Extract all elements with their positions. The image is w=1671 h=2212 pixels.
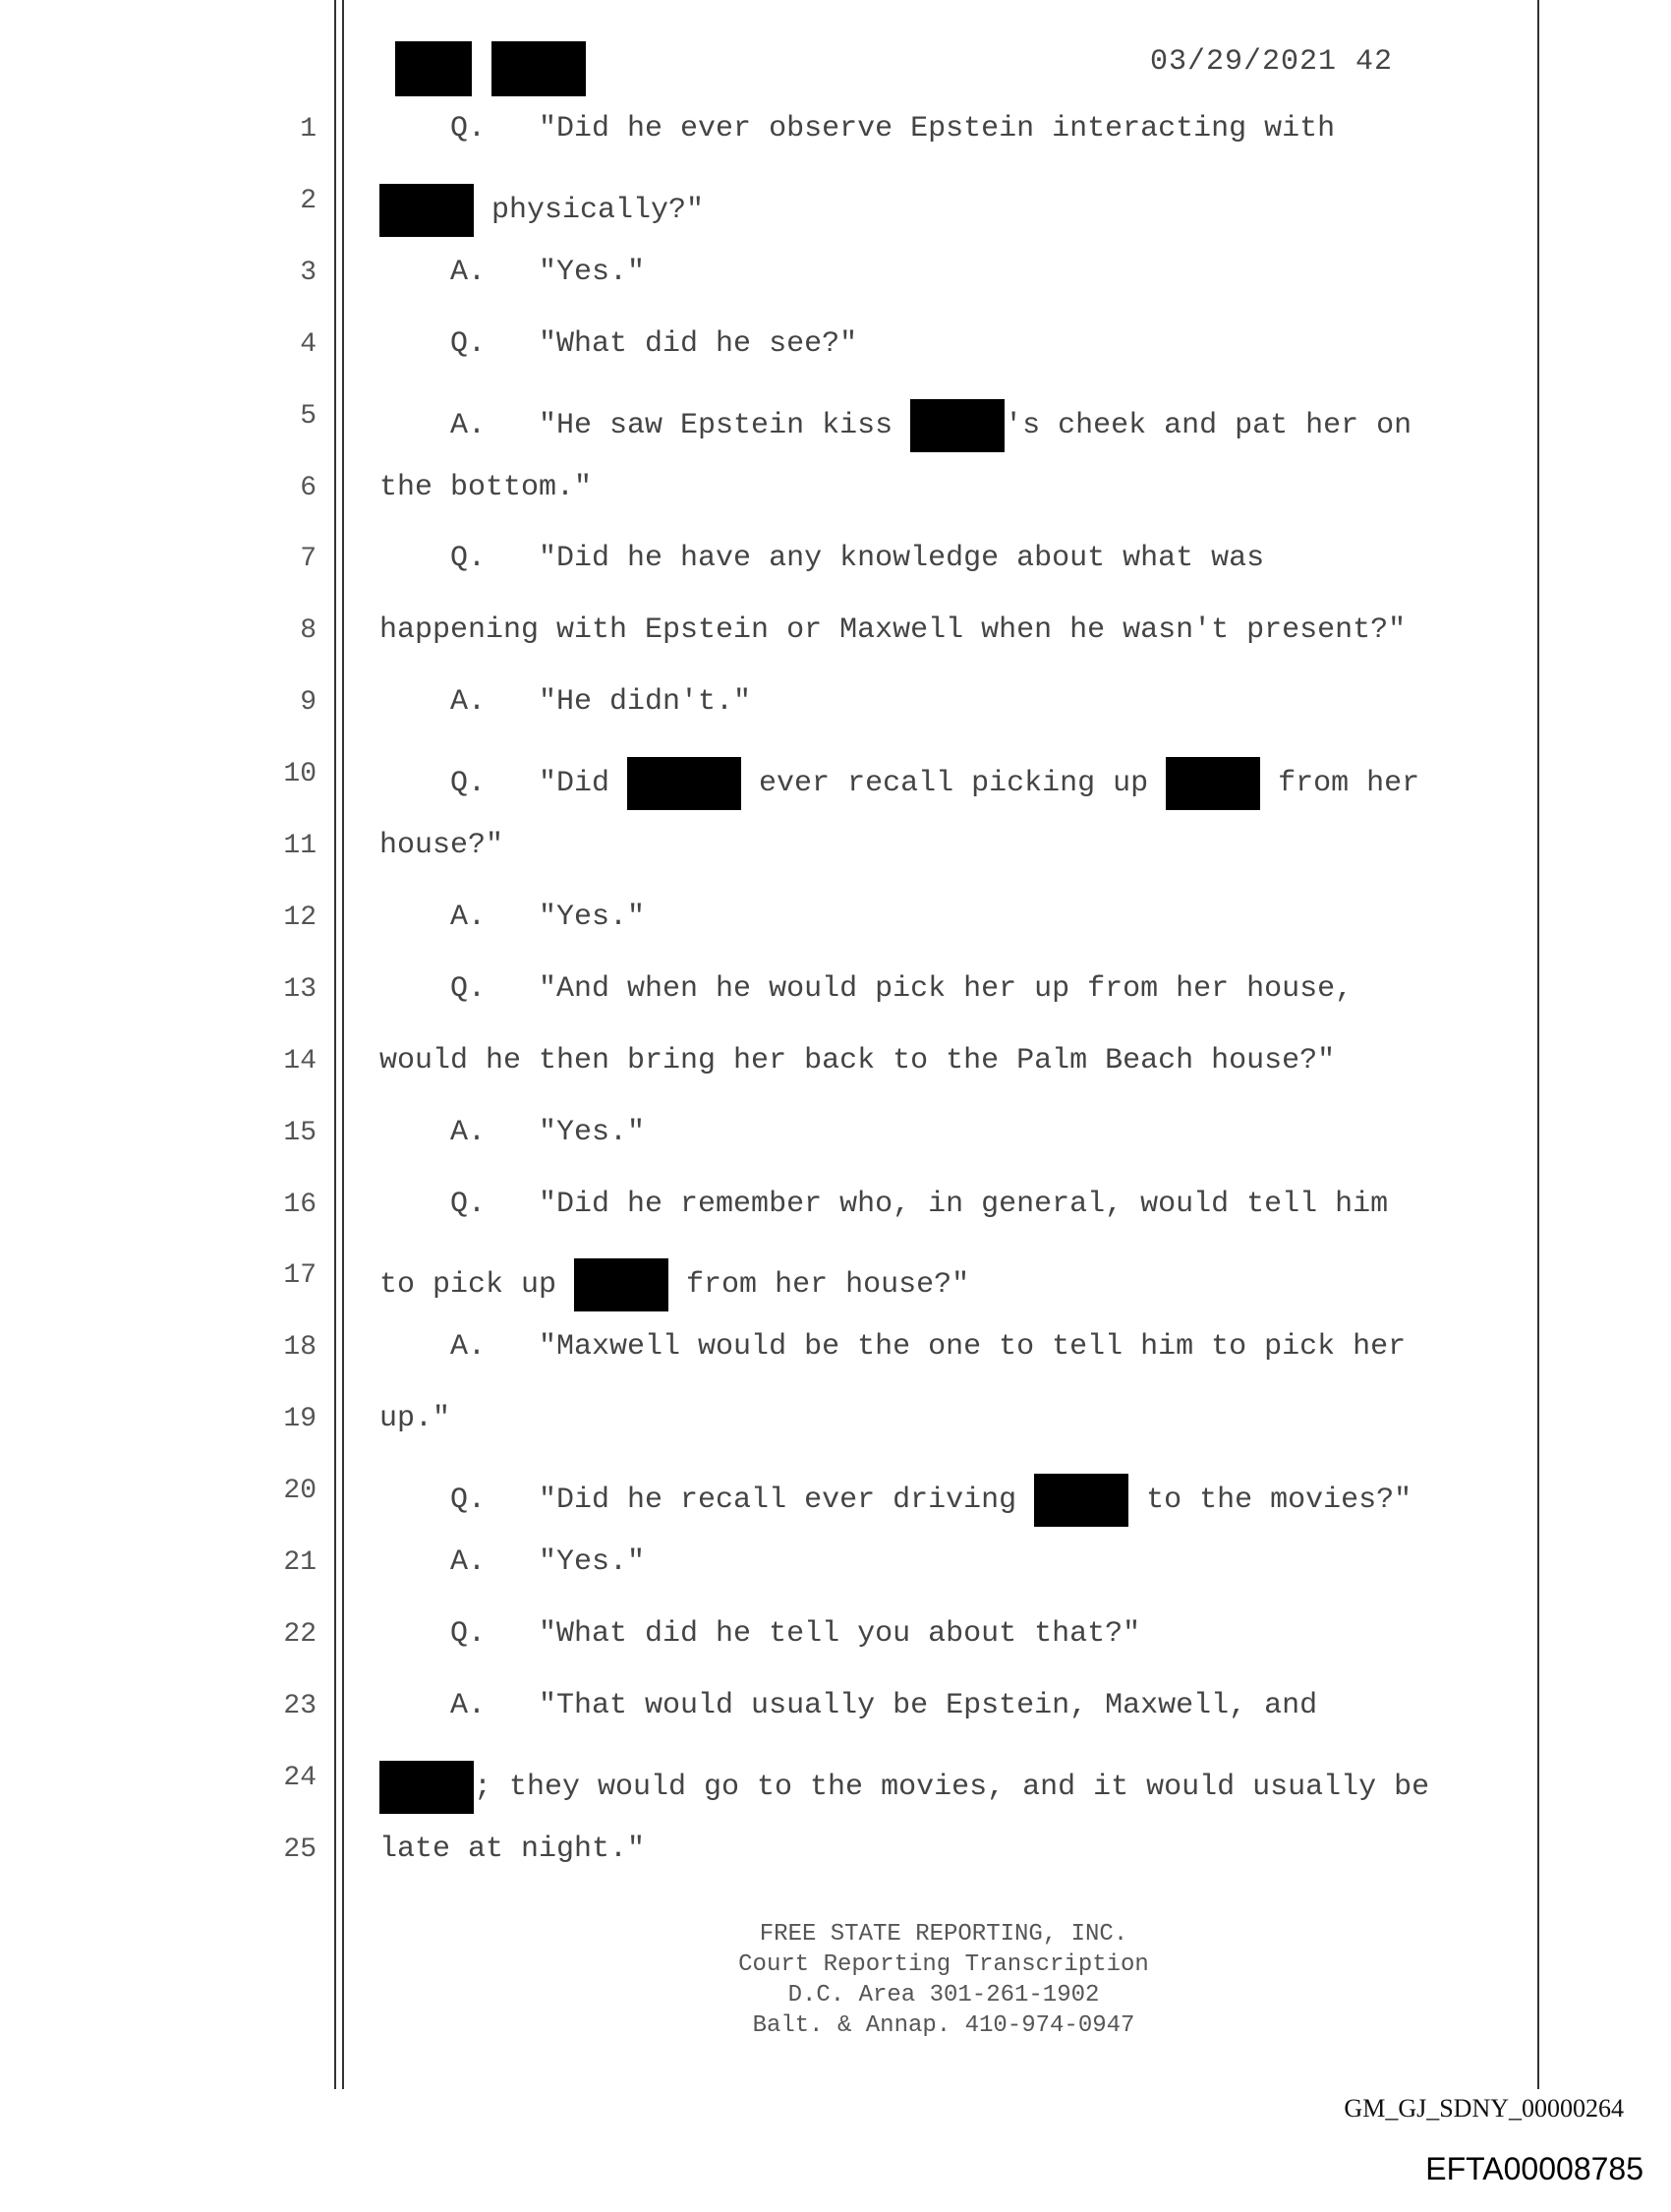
- transcript-line: [379, 1545, 1500, 1585]
- line-number: 25: [283, 1834, 317, 1865]
- line-text: Q. "What did he tell you about that?": [379, 1616, 1141, 1651]
- transcript-line: [379, 542, 1500, 581]
- header-date-page: 03/29/2021 42: [1150, 45, 1394, 79]
- header-redaction-1: [395, 41, 472, 96]
- redaction-box: [1034, 1474, 1128, 1527]
- transcript-line: [379, 471, 1500, 510]
- transcript-line: [379, 1402, 1500, 1441]
- line-text: up.": [379, 1402, 451, 1436]
- line-text: to the movies?": [1128, 1484, 1412, 1518]
- line-number: 11: [283, 831, 317, 861]
- line-text: Q. "Did: [379, 767, 628, 801]
- line-number: 19: [283, 1404, 317, 1435]
- line-text: Q. "What did he see?": [379, 326, 858, 361]
- line-text: from her: [1260, 767, 1420, 801]
- transcript-line: [379, 1833, 1500, 1872]
- efta-number: EFTA00008785: [1425, 2151, 1643, 2186]
- line-text: happening with Epstein or Maxwell when he wasn't present?": [379, 613, 1407, 648]
- redaction-box: [379, 1761, 474, 1814]
- footer-company: FREE STATE REPORTING, INC.: [759, 1921, 1128, 1948]
- line-text: Q. "Did he ever observe Epstein interacting with: [379, 112, 1336, 146]
- line-number: 12: [283, 902, 317, 933]
- line-text: ; they would go to the movies, and it would usually be: [474, 1770, 1430, 1804]
- line-number: 22: [283, 1618, 317, 1650]
- line-number: 8: [300, 615, 317, 647]
- line-number: 1: [300, 114, 317, 145]
- transcript-line: [379, 399, 1500, 442]
- redaction-box: [379, 184, 474, 237]
- line-number: 17: [283, 1260, 317, 1292]
- transcript-line: [379, 972, 1500, 1012]
- line-text: Q. "Did he recall ever driving: [379, 1484, 1035, 1518]
- transcript-line: [379, 685, 1500, 725]
- line-number: 21: [283, 1547, 317, 1578]
- line-text: A. "He didn't.": [379, 685, 752, 720]
- transcript-line: [379, 1258, 1500, 1303]
- line-text: 's cheek and pat her on: [1005, 408, 1412, 442]
- line-text: ever recall picking up: [741, 767, 1167, 801]
- transcript-line: [379, 327, 1500, 367]
- transcript-line: [379, 1116, 1500, 1155]
- redaction-box: [910, 399, 1005, 452]
- left-margin-rule-inner: [342, 0, 344, 2089]
- right-margin-rule: [1537, 0, 1539, 2089]
- line-text: A. "He saw Epstein kiss: [379, 408, 911, 442]
- line-number: 5: [300, 400, 317, 432]
- line-number: 20: [283, 1476, 317, 1507]
- transcript-line: [379, 256, 1500, 295]
- line-number: 2: [300, 185, 317, 216]
- line-number: 18: [283, 1332, 317, 1364]
- line-text: A. "Yes.": [379, 900, 646, 934]
- line-text: A. "That would usually be Epstein, Maxwell, and: [379, 1688, 1318, 1722]
- line-text: Q. "And when he would pick her up from her house,: [379, 971, 1354, 1006]
- line-text: house?": [379, 829, 504, 862]
- line-number: 3: [300, 257, 317, 288]
- line-number: 9: [300, 687, 317, 719]
- footer-balt-phone: Balt. & Annap. 410-974-0947: [752, 2012, 1135, 2039]
- line-text: late at night.": [379, 1832, 646, 1866]
- transcript-line: [379, 184, 1500, 227]
- transcript-line: [379, 1044, 1500, 1083]
- line-number: 6: [300, 472, 317, 503]
- line-number: 13: [283, 973, 317, 1005]
- transcript-line: [379, 901, 1500, 940]
- footer-services: Court Reporting Transcription: [738, 1951, 1149, 1978]
- transcript-line: [379, 757, 1500, 801]
- transcript-line: [379, 1761, 1500, 1804]
- line-number: 10: [283, 759, 317, 790]
- line-text: A. "Yes.": [379, 255, 646, 289]
- line-number: 16: [283, 1189, 317, 1220]
- line-number: 15: [283, 1117, 317, 1148]
- transcript-line: [379, 1188, 1500, 1227]
- line-text: from her house?": [668, 1268, 970, 1303]
- transcript-line: [379, 829, 1500, 868]
- transcript-line: [379, 1617, 1500, 1657]
- line-number: 14: [283, 1045, 317, 1077]
- reporter-footer: [629, 1919, 1258, 2041]
- line-text: would he then bring her back to the Palm Beach house?": [379, 1043, 1336, 1077]
- line-number: 23: [283, 1690, 317, 1721]
- transcript-line: [379, 613, 1500, 653]
- redaction-box: [627, 757, 741, 810]
- line-text: physically?": [474, 193, 705, 227]
- line-text: to pick up: [379, 1268, 575, 1303]
- transcript-line: [379, 1689, 1500, 1728]
- line-text: A. "Yes.": [379, 1115, 646, 1149]
- redaction-box: [1166, 757, 1260, 810]
- transcript-line: [379, 112, 1500, 151]
- bates-number: GM_GJ_SDNY_00000264: [1344, 2094, 1624, 2123]
- line-text: the bottom.": [379, 470, 593, 504]
- left-margin-rule-outer: [334, 0, 336, 2089]
- transcript-line: [379, 1330, 1500, 1369]
- line-number: 24: [283, 1762, 317, 1793]
- transcript-line: [379, 1474, 1500, 1518]
- footer-dc-phone: D.C. Area 301-261-1902: [787, 1982, 1100, 2008]
- line-number: 4: [300, 328, 317, 360]
- line-text: A. "Maxwell would be the one to tell him to pick her: [379, 1330, 1407, 1365]
- line-text: A. "Yes.": [379, 1545, 646, 1579]
- line-number: 7: [300, 544, 317, 575]
- redaction-box: [574, 1258, 668, 1311]
- line-text: Q. "Did he have any knowledge about what was: [379, 542, 1265, 576]
- header-redaction-2: [491, 41, 586, 96]
- line-text: Q. "Did he remember who, in general, would tell him: [379, 1187, 1389, 1221]
